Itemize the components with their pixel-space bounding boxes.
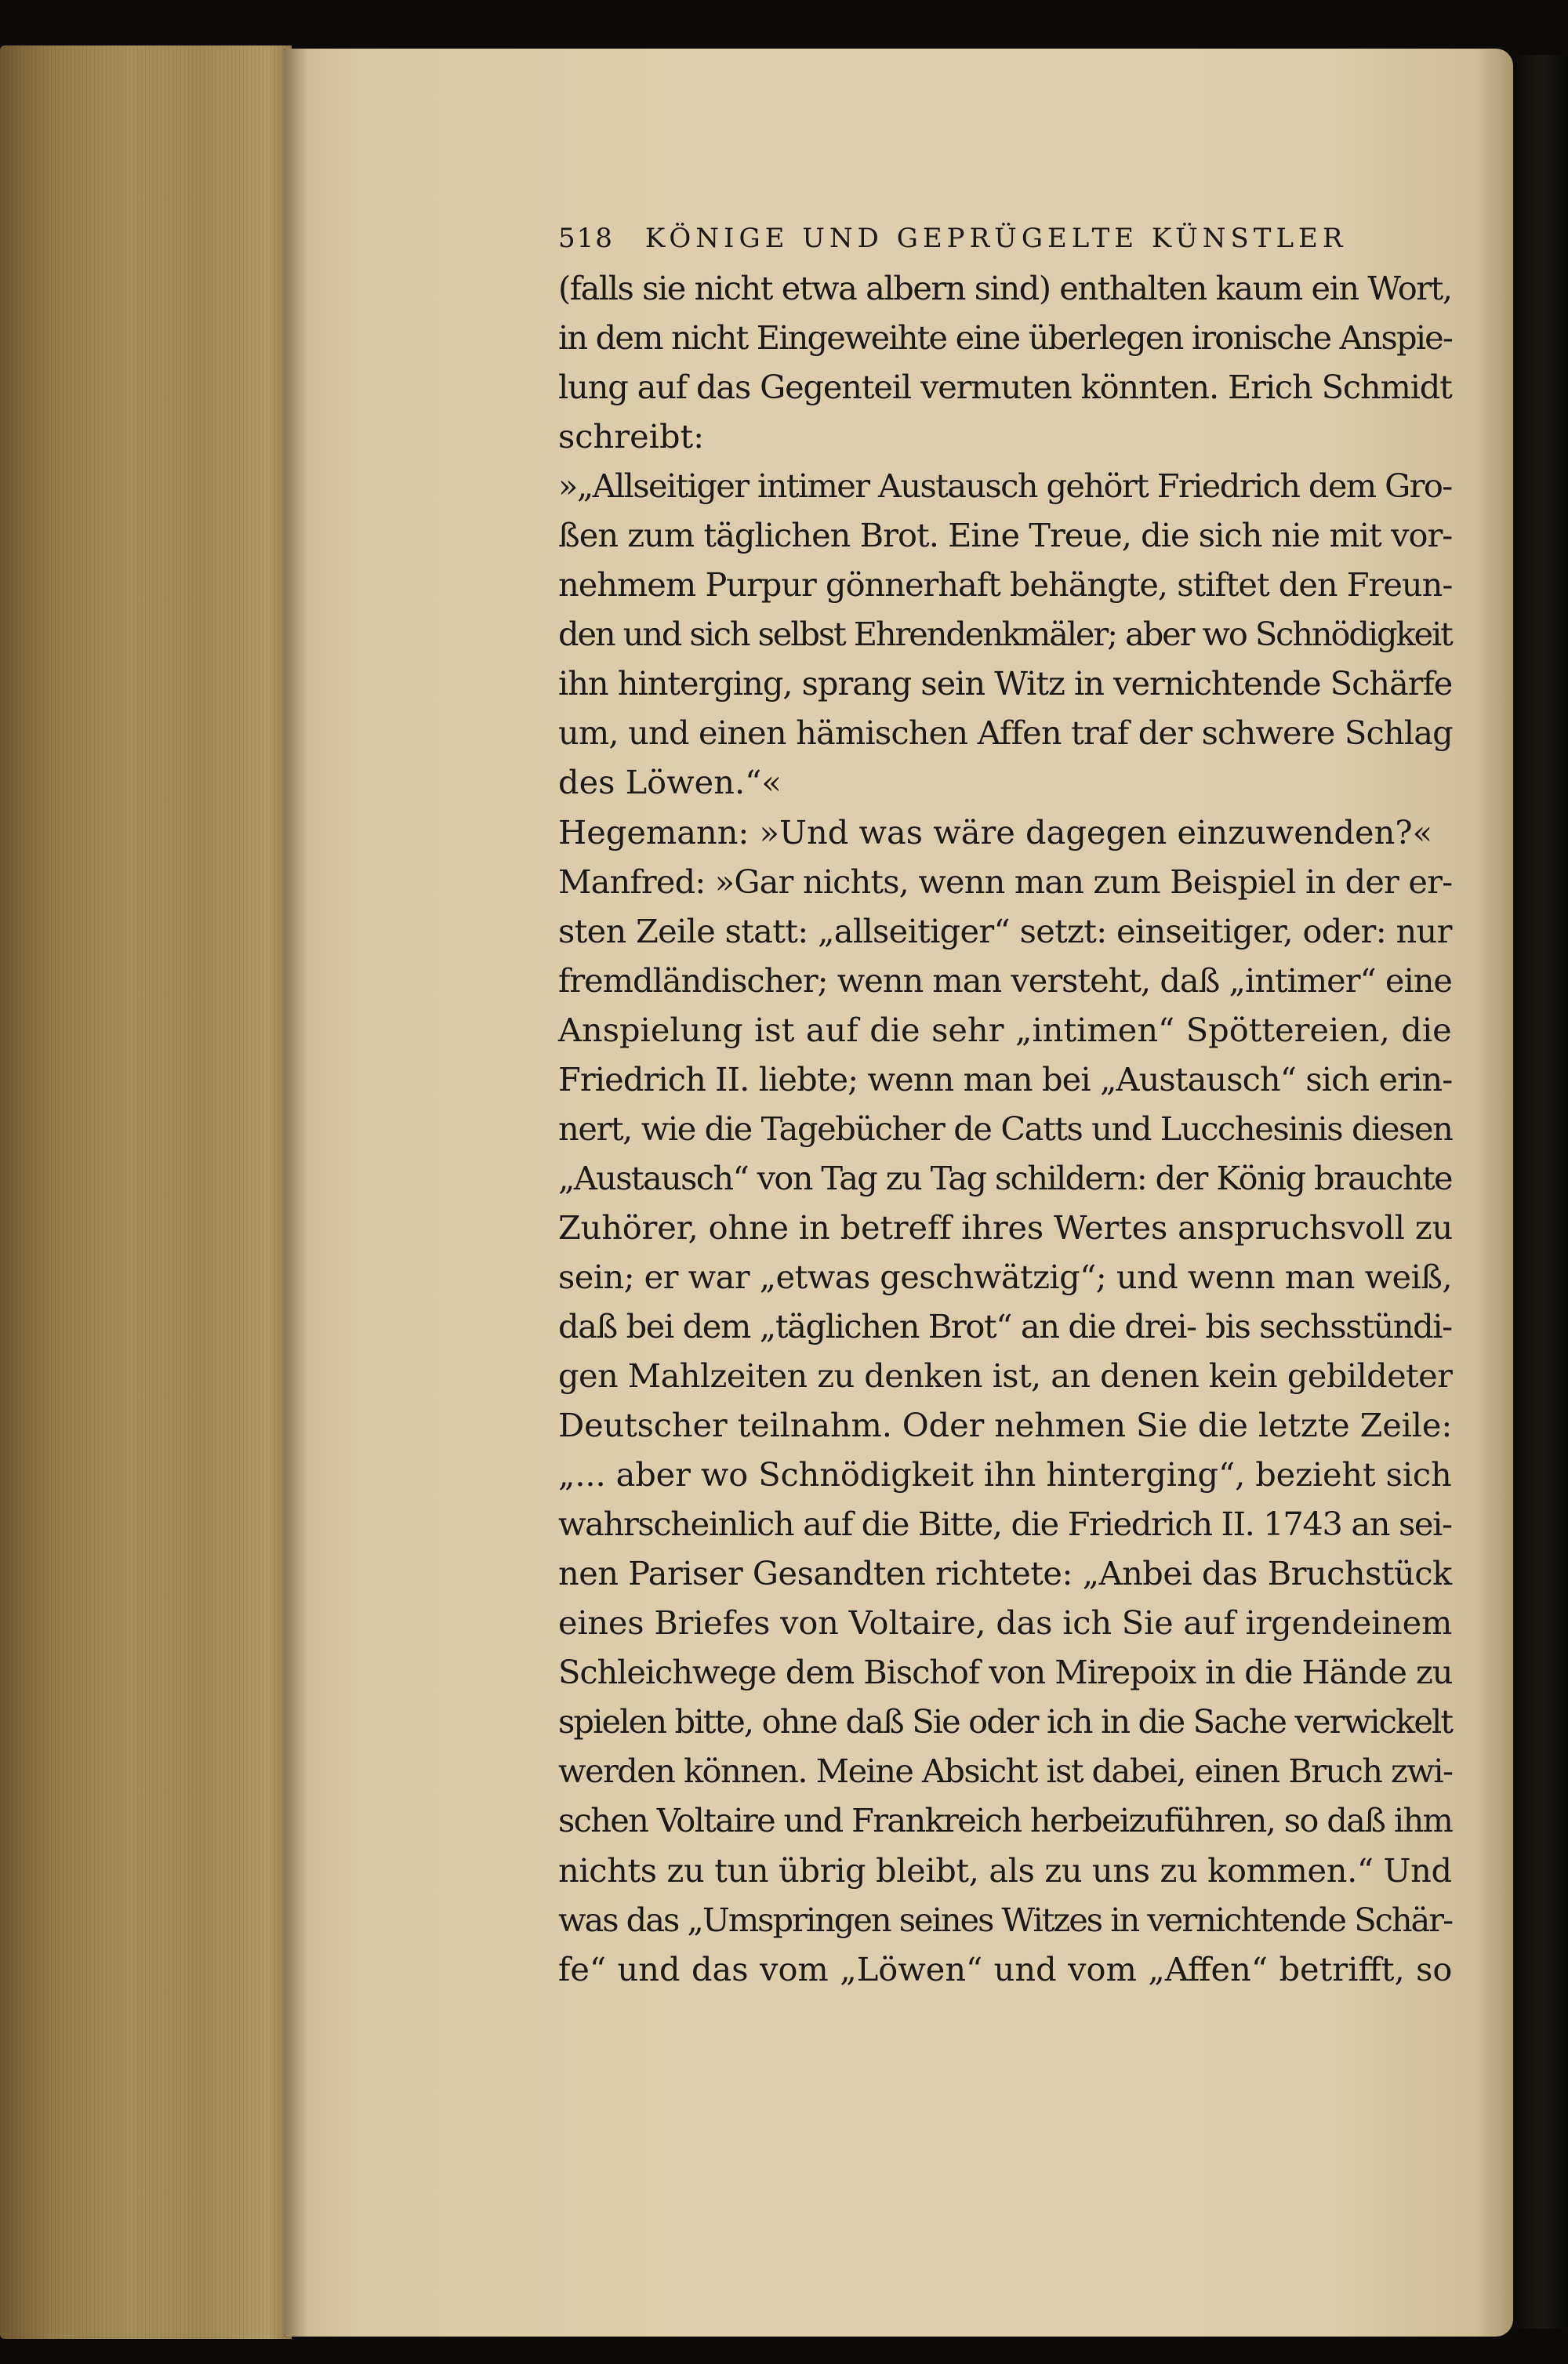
text-line: schen Voltaire und Frankreich herbeizuführen, so daß ihm — [558, 1801, 1453, 1840]
text-line: Schleichwege dem Bischof von Mirepoix in die Hände zu — [558, 1653, 1453, 1692]
text-line: nen Pariser Gesandten richtete: „Anbei das Bruchstück — [558, 1554, 1452, 1593]
text-line: ßen zum täglichen Brot. Eine Treue, die sich nie mit vor- — [558, 516, 1453, 555]
text-line: fe“ und das vom „Löwen“ und vom „Affen“ betrifft, so — [558, 1949, 1453, 1988]
running-head — [558, 213, 1452, 263]
binding-gutter — [1513, 55, 1568, 2329]
text-line: was das „Umspringen seines Witzes in vernichtende Schär- — [558, 1900, 1453, 1939]
text-line: Deutscher teilnahm. Oder nehmen Sie die letzte Zeile: — [558, 1406, 1453, 1445]
text-line: in dem nicht Eingeweihte eine überlegen ironische Anspie- — [558, 318, 1453, 358]
text-line: des Löwen.“« — [558, 763, 782, 802]
text-line: sten Zeile statt: „allseitiger“ setzt: einseitiger, oder: nur — [558, 911, 1452, 950]
page-number: 518 — [558, 223, 614, 254]
text-line: schreibt: — [558, 417, 705, 456]
text-line: „... aber wo Schnödigkeit ihn hinterging“, bezieht sich — [558, 1455, 1452, 1494]
text-line: fremdländischer; wenn man versteht, daß „intimer“ eine — [558, 960, 1452, 1000]
text-line: Zuhörer, ohne in betreff ihres Wertes anspruchsvoll zu — [558, 1207, 1454, 1247]
text-line: den und sich selbst Ehrendenkmäler; aber wo Schnödigkeit — [558, 615, 1452, 654]
text-line: »„Allseitiger intimer Austausch gehört Friedrich dem Gro- — [558, 467, 1452, 506]
text-line: „Austausch“ von Tag zu Tag schildern: der König brauchte — [558, 1158, 1452, 1197]
text-block — [558, 213, 1452, 1994]
text-line: (falls sie nicht etwa albern sind) enthalten kaum ein Wort, — [558, 269, 1452, 307]
body-text — [558, 263, 1452, 1994]
text-line: Anspielung ist auf die sehr „intimen“ Spöttereien, die — [558, 1010, 1452, 1049]
text-line: Manfred: »Gar nichts, wenn man zum Beispiel in der er- — [558, 862, 1453, 901]
text-line: Friedrich II. liebte; wenn man bei „Austausch“ sich erin- — [558, 1059, 1453, 1098]
text-line: sein; er war „etwas geschwätzig“; und wenn man weiß, — [558, 1257, 1453, 1296]
text-line: um, und einen hämischen Affen traf der schwere Schlag — [558, 714, 1453, 753]
running-title: KÖNIGE UND GEPRÜGELTE KÜNSTLER — [644, 223, 1348, 254]
text-line: nichts zu tun übrig bleibt, als zu uns zu kommen.“ Und — [558, 1850, 1452, 1890]
text-line: spielen bitte, ohne daß Sie oder ich in die Sache verwickelt — [558, 1702, 1453, 1741]
text-line: wahrscheinlich auf die Bitte, die Friedrich II. 1743 an sei- — [558, 1505, 1452, 1544]
text-line: lung auf das Gegenteil vermuten könnten. Erich Schmidt — [558, 368, 1452, 407]
text-line: Hegemann: »Und was wäre dagegen einzuwenden?« — [558, 812, 1432, 852]
text-line: gen Mahlzeiten zu denken ist, an denen kein gebildeter — [558, 1356, 1453, 1396]
text-line: werden können. Meine Absicht ist dabei, einen Bruch zwi- — [558, 1752, 1453, 1791]
page-edges — [0, 45, 292, 2339]
text-line: nert, wie die Tagebücher de Catts und Lucchesinis diesen — [558, 1109, 1453, 1148]
text-line: nehmem Purpur gönnerhaft behängte, stiftet den Freun- — [558, 565, 1453, 605]
text-line: daß bei dem „täglichen Brot“ an die drei- bis sechsstündi- — [558, 1306, 1452, 1345]
page-fold-shadow — [284, 49, 307, 2337]
text-line: eines Briefes von Voltaire, das ich Sie auf irgendeinem — [558, 1603, 1453, 1643]
text-line: ihn hinterging, sprang sein Witz in vernichtende Schärfe — [558, 664, 1453, 703]
